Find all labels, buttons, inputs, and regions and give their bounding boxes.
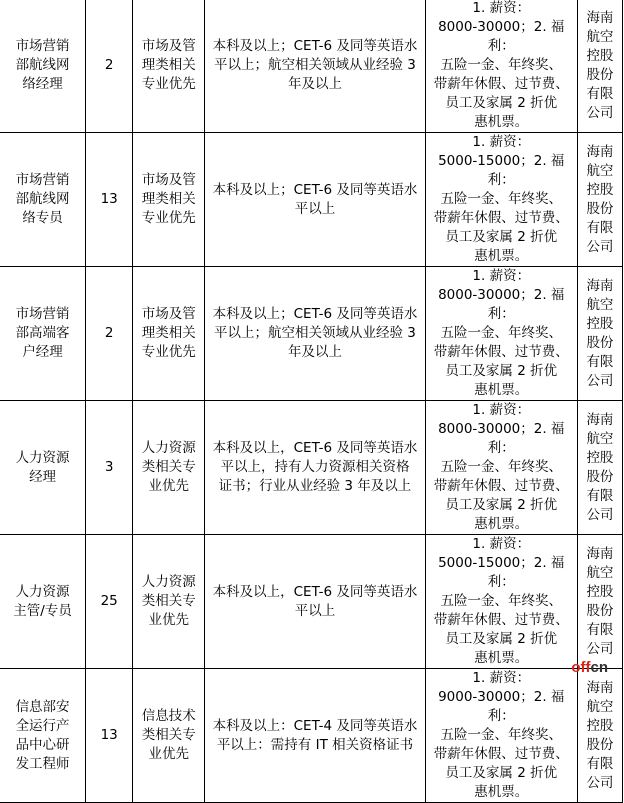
cell-position: 市场营销 部航线网 络专员	[0, 133, 86, 267]
cell-position: 人力资源 经理	[0, 401, 86, 535]
cell-company: 海南 航空 控股 股份 有限 公司	[577, 669, 622, 803]
table-row	[0, 401, 623, 535]
table-row	[0, 535, 623, 669]
cell-position: 信息部安 全运行产 品中心研 发工程师	[0, 669, 86, 803]
cell-requirements: 本科及以上；CET-6 及同等英语水 平以上；航空相关领域从业经验 3 年及以上	[205, 267, 425, 401]
cell-benefits: 1. 薪资： 8000-30000；2. 福利： 五险一金、年终奖、 带薪年休假、过节费、 员工及家属 2 折优 惠机票。	[425, 267, 577, 401]
cell-company: 海南 航空 控股 股份 有限 公司	[577, 535, 622, 669]
cell-major: 市场及管 理类相关 专业优先	[133, 267, 205, 401]
table-row	[0, 669, 623, 803]
cell-count: 13	[86, 133, 133, 267]
cell-major: 人力资源 类相关专 业优先	[133, 535, 205, 669]
cell-count: 13	[86, 669, 133, 803]
cell-count: 2	[86, 267, 133, 401]
cell-requirements: 本科及以上：CET-4 及同等英语水 平以上：需持有 IT 相关资格证书	[205, 669, 425, 803]
cell-position: 市场营销 部航线网 络经理	[0, 0, 86, 133]
cell-count: 25	[86, 535, 133, 669]
cell-company: 海南 航空 控股 股份 有限 公司	[577, 133, 622, 267]
cell-benefits: 1. 薪资： 8000-30000；2. 福利： 五险一金、年终奖、 带薪年休假、过节费、 员工及家属 2 折优 惠机票。	[425, 0, 577, 133]
cell-requirements: 本科及以上，CET-6 及同等英语水 平以上	[205, 535, 425, 669]
table-row	[0, 267, 623, 401]
cell-requirements: 本科及以上；CET-6 及同等英语水 平以上	[205, 133, 425, 267]
cell-requirements: 本科及以上；CET-6 及同等英语水 平以上；航空相关领域从业经验 3 年及以上	[205, 0, 425, 133]
table-row	[0, 0, 623, 133]
cell-benefits: 1. 薪资： 8000-30000；2. 福利： 五险一金、年终奖、 带薪年休假、过节费、 员工及家属 2 折优 惠机票。	[425, 401, 577, 535]
cell-company: 海南 航空 控股 股份 有限 公司	[577, 267, 622, 401]
cell-requirements: 本科及以上，CET-6 及同等英语水 平以上，持有人力资源相关资格 证书；行业从业经验 3 年及以上	[205, 401, 425, 535]
cell-major: 信息技术 类相关专 业优先	[133, 669, 205, 803]
cell-position: 人力资源 主管/专员	[0, 535, 86, 669]
cell-major: 人力资源 类相关专 业优先	[133, 401, 205, 535]
cell-benefits: 1. 薪资： 5000-15000；2. 福利： 五险一金、年终奖、 带薪年休假、过节费、 员工及家属 2 折优 惠机票。	[425, 535, 577, 669]
cell-count: 3	[86, 401, 133, 535]
cell-benefits: 1. 薪资： 5000-15000；2. 福利： 五险一金、年终奖、 带薪年休假、过节费、 员工及家属 2 折优 惠机票。	[425, 133, 577, 267]
cell-count: 2	[86, 0, 133, 133]
cell-benefits: 1. 薪资： 9000-30000；2. 福利： 五险一金、年终奖、 带薪年休假、过节费、 员工及家属 2 折优 惠机票。	[425, 669, 577, 803]
table-row	[0, 133, 623, 267]
cell-major: 市场及管 理类相关 专业优先	[133, 0, 205, 133]
cell-company: 海南 航空 控股 股份 有限 公司	[577, 0, 622, 133]
watermark-logo: offcn	[571, 659, 608, 676]
cell-company: 海南 航空 控股 股份 有限 公司	[577, 401, 622, 535]
cell-position: 市场营销 部高端客 户经理	[0, 267, 86, 401]
cell-major: 市场及管 理类相关 专业优先	[133, 133, 205, 267]
